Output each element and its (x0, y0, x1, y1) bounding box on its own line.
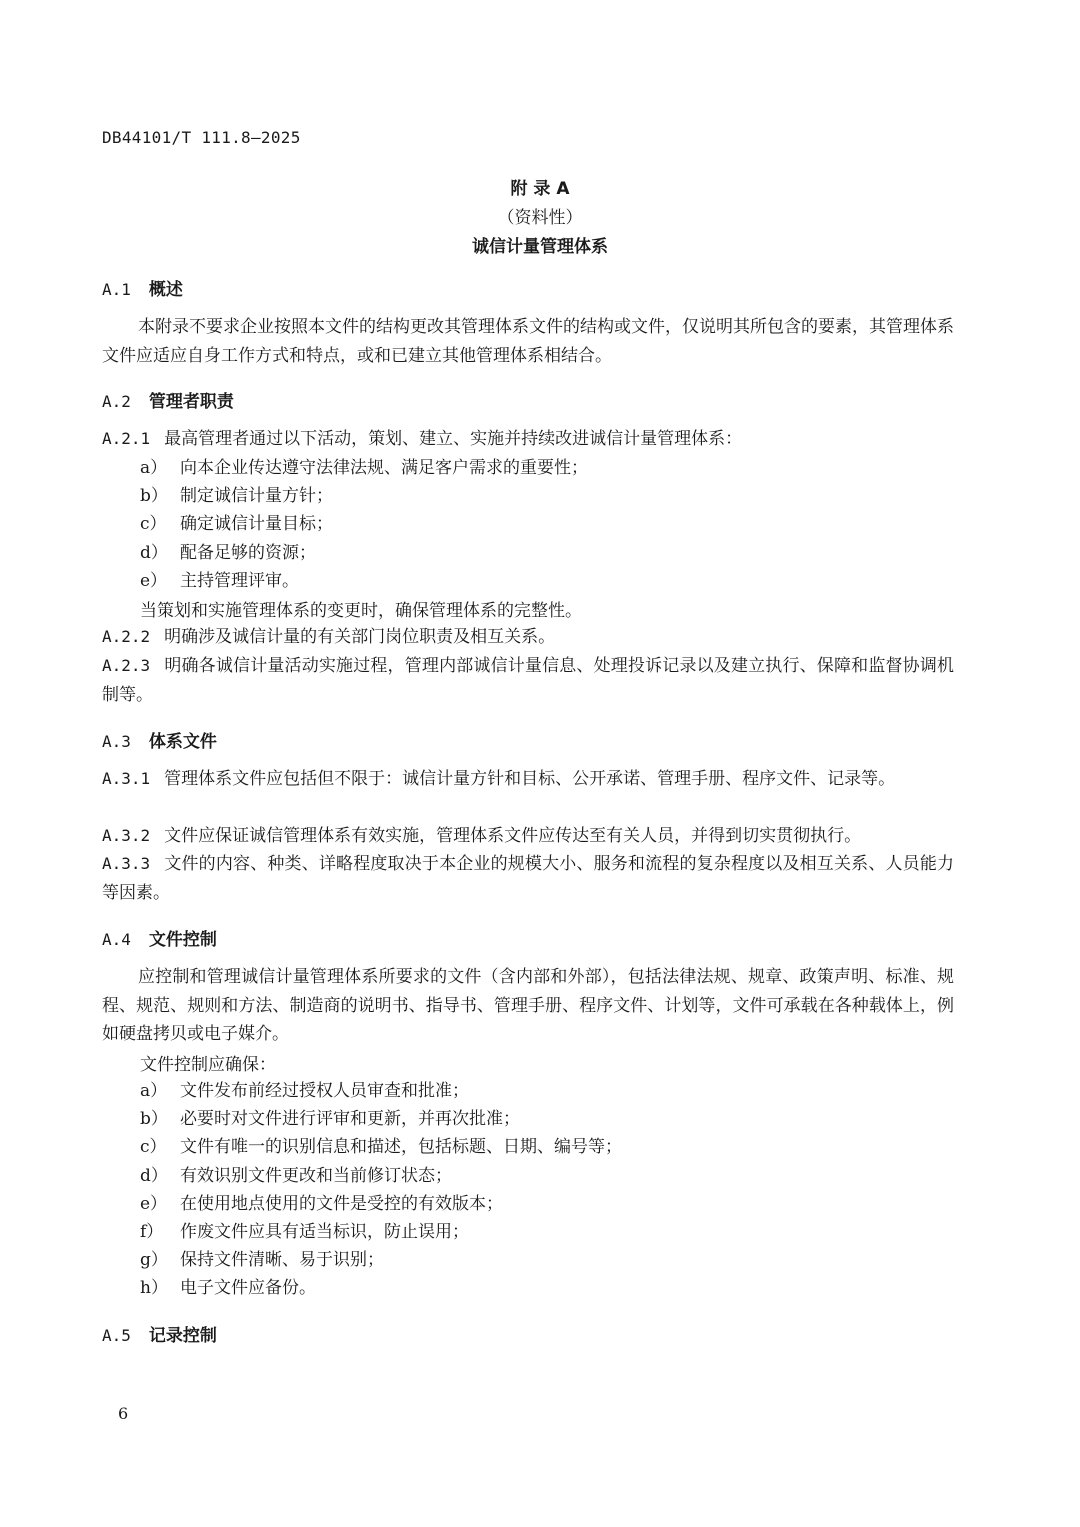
clause-text: 明确各诚信计量活动实施过程，管理内部诚信计量信息、处理投诉记录以及建立执行、保障和监督协调机制等。 (102, 656, 954, 705)
clause-number: A.2.3 (102, 656, 151, 675)
list-text: 确定诚信计量目标； (180, 514, 333, 535)
list-marker: e） (140, 1193, 168, 1214)
clause-number: A.3.1 (102, 769, 151, 788)
list-text: 配备足够的资源； (180, 542, 316, 563)
annex-label: 附 录 A (510, 179, 570, 199)
list-item (140, 567, 588, 595)
clause-a2-3 (102, 652, 954, 709)
section-heading-a3 (102, 727, 217, 752)
list-text: 文件有唯一的识别信息和描述，包括标题、日期、编号等； (180, 1137, 622, 1158)
clause-a2-2 (102, 623, 954, 652)
clause-text: 管理体系文件应包括但不限于：诚信计量方针和目标、公开承诺、管理手册、程序文件、记录等。 (164, 769, 896, 789)
list-marker: e） (140, 570, 168, 591)
list-text: 电子文件应备份。 (180, 1278, 316, 1299)
clause-text: 最高管理者通过以下活动，策划、建立、实施并持续改进诚信计量管理体系： (164, 429, 743, 449)
section-number: A.3 (102, 732, 131, 751)
list-item (140, 1246, 622, 1274)
clause-text: 文件应保证诚信管理体系有效实施，管理体系文件应传达至有关人员，并得到切实贯彻执行。 (164, 826, 862, 846)
list-text: 向本企业传达遵守法律法规、满足客户需求的重要性； (180, 458, 588, 478)
section-title: 概述 (148, 280, 183, 300)
list-item (140, 482, 588, 510)
list-text: 必要时对文件进行评审和更新，并再次批准； (180, 1109, 520, 1130)
list-item (140, 454, 588, 482)
list-text: 在使用地点使用的文件是受控的有效版本； (180, 1193, 503, 1214)
clause-number: A.2.2 (102, 627, 151, 646)
section-heading-a1 (102, 275, 183, 300)
list-item (140, 1190, 622, 1218)
list-item (140, 510, 588, 538)
section-a4-text: 应控制和管理诚信计量管理体系所要求的文件（含内部和外部），包括法律法规、规章、政策声明、标准、规程、规范、规则和方法、制造商的说明书、指导书、管理手册、程序文件、计划等，文件可承载在各种载体上，例如硬盘拷贝或电子媒介。 (102, 967, 954, 1044)
list-text: 保持文件清晰、易于识别； (180, 1250, 384, 1271)
list-marker: c） (140, 1137, 167, 1158)
list-item (140, 1133, 622, 1161)
list-item (140, 1077, 622, 1105)
clause-a3-1 (102, 765, 954, 794)
list-marker: d） (140, 542, 168, 563)
list-text: 作废文件应具有适当标识，防止误用； (180, 1222, 469, 1243)
list-marker: d） (140, 1165, 168, 1186)
section-a4-intro: 文件控制应确保： (140, 1055, 276, 1075)
document-code: DB44101/T 111.8—2025 (102, 128, 301, 147)
annex-title: 诚信计量管理体系 (472, 237, 608, 257)
section-title: 记录控制 (148, 1326, 217, 1346)
list-item (140, 539, 588, 567)
section-title: 体系文件 (148, 732, 217, 752)
clause-a3-3 (102, 850, 954, 907)
list-text: 文件发布前经过授权人员审查和批准； (180, 1081, 469, 1101)
clause-a2-1-list (140, 454, 588, 595)
section-a1-text: 本附录不要求企业按照本文件的结构更改其管理体系文件的结构或文件，仅说明其所包含的要素，其管理体系文件应适应自身工作方式和特点，或和已建立其他管理体系相结合。 (102, 317, 954, 366)
list-item (140, 1274, 622, 1302)
page-number: 6 (118, 1404, 129, 1423)
section-title: 管理者职责 (148, 392, 234, 412)
section-heading-a2 (102, 387, 234, 412)
section-number: A.2 (102, 392, 131, 411)
section-a4-list (140, 1077, 622, 1303)
list-marker: b） (140, 1109, 168, 1130)
section-title: 文件控制 (148, 930, 217, 950)
list-marker: h） (140, 1278, 168, 1299)
list-text: 制定诚信计量方针； (180, 486, 333, 507)
annex-type: （资料性） (497, 208, 583, 228)
clause-number: A.2.1 (102, 429, 151, 448)
clause-a3-2 (102, 822, 954, 851)
list-item (140, 1162, 622, 1190)
clause-number: A.3.3 (102, 854, 151, 873)
list-marker: f） (140, 1222, 164, 1243)
list-item (140, 1218, 622, 1246)
clause-text: 文件的内容、种类、详略程度取决于本企业的规模大小、服务和流程的复杂程度以及相互关系、人员能力等因素。 (102, 854, 954, 903)
section-number: A.4 (102, 930, 131, 949)
clause-a2-1 (102, 425, 954, 454)
list-item (140, 1105, 622, 1133)
clause-number: A.3.2 (102, 826, 151, 845)
list-marker: a） (140, 458, 168, 478)
list-marker: a） (140, 1081, 168, 1101)
clause-text: 明确涉及诚信计量的有关部门岗位职责及相互关系。 (164, 627, 556, 647)
list-text: 有效识别文件更改和当前修订状态； (180, 1165, 452, 1186)
section-number: A.5 (102, 1326, 131, 1345)
section-heading-a4 (102, 925, 217, 950)
list-marker: g） (140, 1250, 168, 1271)
clause-a2-1-after: 当策划和实施管理体系的变更时，确保管理体系的完整性。 (140, 601, 582, 621)
list-marker: c） (140, 514, 167, 535)
list-marker: b） (140, 486, 168, 507)
section-number: A.1 (102, 280, 131, 299)
section-heading-a5 (102, 1321, 217, 1346)
list-text: 主持管理评审。 (180, 570, 299, 591)
